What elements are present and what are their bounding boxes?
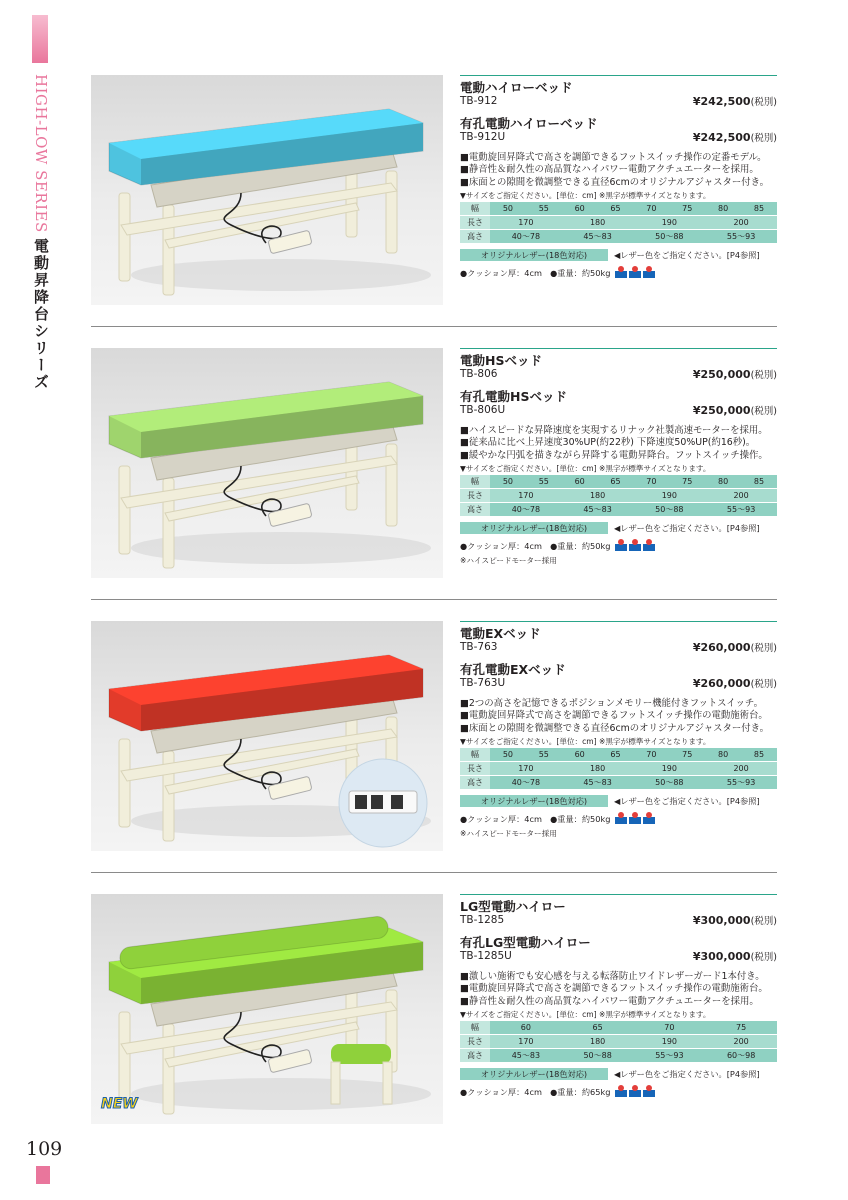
length-cell: 190	[634, 1035, 706, 1048]
width-cell: 70	[633, 202, 669, 215]
width-cell: 55	[526, 748, 562, 761]
width-cell: 85	[741, 475, 777, 488]
feature-text: ■静音性＆耐久性の高品質なハイパワー電動アクチュエーターを採用。	[460, 164, 759, 176]
row-label-width: 幅	[460, 475, 490, 488]
option-icons	[615, 814, 657, 824]
length-cell: 180	[562, 489, 634, 502]
cushion-weight: ●クッション厚：4cm ●重量：約50kg	[460, 267, 611, 278]
title-rule	[460, 621, 777, 622]
width-cell: 85	[741, 748, 777, 761]
series-color-tab	[32, 15, 48, 63]
height-cell: 55～93	[705, 776, 777, 789]
option-icons	[615, 1087, 657, 1097]
height-cell: 50～88	[633, 776, 705, 789]
height-cell: 40～78	[490, 230, 562, 243]
length-cell: 170	[490, 762, 562, 775]
product-code-perforated: TB-763U	[460, 677, 506, 689]
product-section	[91, 894, 781, 1154]
product-name: 電動HSベッド	[460, 353, 542, 368]
row-label-height: 高さ	[460, 776, 490, 789]
option-icon	[629, 814, 641, 824]
width-cell: 75	[669, 202, 705, 215]
height-cell: 50～88	[633, 503, 705, 516]
page-color-tab	[36, 1166, 50, 1184]
product-name-perforated: 有孔LG型電動ハイロー	[460, 935, 591, 950]
feature-text: ■電動旋回昇降式で高さを調節できるフットスイッチ操作の電動施術台。	[460, 710, 768, 722]
size-table	[460, 201, 777, 244]
product-name-perforated: 有孔電動HSベッド	[460, 389, 567, 404]
width-cell: 80	[705, 748, 741, 761]
width-cell: 70	[634, 1021, 706, 1034]
row-label-length: 長さ	[460, 1035, 490, 1048]
product-price: ¥260,000(税別)	[692, 641, 777, 654]
leather-note: ◀レザー色をご指定ください。[P4参照]	[614, 1068, 760, 1079]
height-cell: 55～93	[705, 503, 777, 516]
product-name: LG型電動ハイロー	[460, 899, 566, 914]
product-photo	[91, 894, 443, 1124]
width-cell: 65	[598, 202, 634, 215]
product-price: ¥250,000(税別)	[692, 368, 777, 381]
leather-note: ◀レザー色をご指定ください。[P4参照]	[614, 522, 760, 533]
product-price-perforated: ¥300,000(税別)	[692, 950, 777, 963]
product-name-perforated: 有孔電動ハイローベッド	[460, 116, 598, 131]
length-cell: 170	[490, 489, 562, 502]
option-icon	[615, 1087, 627, 1097]
length-cell: 170	[490, 1035, 562, 1048]
option-icons	[615, 541, 657, 551]
product-price: ¥300,000(税別)	[692, 914, 777, 927]
product-code-perforated: TB-912U	[460, 131, 506, 143]
length-cell: 190	[633, 216, 705, 229]
option-icons	[615, 268, 657, 278]
height-cell: 55～93	[634, 1049, 706, 1062]
product-name: 電動ハイローベッド	[460, 80, 573, 95]
width-cell: 75	[669, 475, 705, 488]
product-price: ¥242,500(税別)	[692, 95, 777, 108]
size-note: ▼サイズをご指定ください。[単位：cm] ※黒字が標準サイズとなります。	[460, 737, 711, 747]
footnote: ※ハイスピードモーター採用	[460, 829, 557, 839]
width-cell: 85	[741, 202, 777, 215]
height-cell: 60～98	[705, 1049, 777, 1062]
product-price-perforated: ¥260,000(税別)	[692, 677, 777, 690]
option-icon	[643, 268, 655, 278]
product-info	[460, 621, 777, 839]
product-name: 電動EXベッド	[460, 626, 541, 641]
feature-text: ■電動旋回昇降式で高さを調節できるフットスイッチ操作の定番モデル。	[460, 152, 767, 163]
width-cell: 50	[490, 748, 526, 761]
option-icon	[615, 541, 627, 551]
product-code: TB-806	[460, 368, 498, 380]
option-icon	[615, 814, 627, 824]
leather-note: ◀レザー色をご指定ください。[P4参照]	[614, 249, 760, 260]
feature-text: ■床面との隙間を微調整できる直径6cmのオリジナルアジャスター付き。	[460, 176, 769, 188]
product-photo	[91, 621, 443, 851]
product-price-perforated: ¥250,000(税別)	[692, 404, 777, 417]
height-cell: 50～88	[633, 230, 705, 243]
product-code-perforated: TB-806U	[460, 404, 506, 416]
width-cell: 65	[598, 475, 634, 488]
new-badge: NEW	[101, 1096, 138, 1112]
option-icon	[643, 814, 655, 824]
feature-text: ■激しい施術でも安心感を与える転落防止ワイドレザーガード1本付き。	[460, 971, 765, 982]
length-cell: 180	[562, 762, 634, 775]
title-rule	[460, 75, 777, 76]
cushion-weight: ●クッション厚：4cm ●重量：約50kg	[460, 540, 611, 551]
option-icon	[629, 268, 641, 278]
product-code: TB-763	[460, 641, 498, 653]
feature-text: ■床面との隙間を微調整できる直径6cmのオリジナルアジャスター付き。	[460, 722, 769, 734]
product-info	[460, 894, 777, 1099]
product-code: TB-1285	[460, 914, 505, 926]
row-label-length: 長さ	[460, 489, 490, 502]
product-photo-art	[91, 75, 443, 305]
width-cell: 50	[490, 202, 526, 215]
series-title-english: HIGH-LOW SERIES	[32, 74, 50, 233]
product-info	[460, 75, 777, 280]
width-cell: 70	[633, 475, 669, 488]
width-cell: 75	[669, 748, 705, 761]
height-cell: 45～83	[562, 230, 634, 243]
product-section	[91, 348, 781, 608]
length-cell: 170	[490, 216, 562, 229]
leather-badge: オリジナルレザー(18色対応)	[460, 522, 608, 534]
product-photo-art	[91, 894, 443, 1124]
leather-badge: オリジナルレザー(18色対応)	[460, 249, 608, 261]
width-cell: 55	[526, 202, 562, 215]
title-rule	[460, 348, 777, 349]
width-cell: 55	[526, 475, 562, 488]
size-table	[460, 747, 777, 790]
cushion-weight: ●クッション厚：4cm ●重量：約50kg	[460, 813, 611, 824]
row-label-height: 高さ	[460, 1049, 490, 1062]
height-cell: 50～88	[562, 1049, 634, 1062]
row-label-height: 高さ	[460, 503, 490, 516]
height-cell: 40～78	[490, 776, 562, 789]
option-icon	[615, 268, 627, 278]
page-number: 109	[26, 1138, 63, 1160]
product-photo-art	[91, 621, 443, 851]
length-cell: 200	[705, 1035, 777, 1048]
width-cell: 75	[705, 1021, 777, 1034]
size-table	[460, 474, 777, 517]
leather-note: ◀レザー色をご指定ください。[P4参照]	[614, 795, 760, 806]
length-cell: 190	[633, 762, 705, 775]
length-cell: 200	[705, 216, 777, 229]
width-cell: 80	[705, 202, 741, 215]
product-photo	[91, 348, 443, 578]
product-code-perforated: TB-1285U	[460, 950, 512, 962]
product-price-perforated: ¥242,500(税別)	[692, 131, 777, 144]
size-note: ▼サイズをご指定ください。[単位：cm] ※黒字が標準サイズとなります。	[460, 191, 711, 201]
length-cell: 190	[633, 489, 705, 502]
product-name-perforated: 有孔電動EXベッド	[460, 662, 566, 677]
feature-text: ■2つの高さを記憶できるポジションメモリー機能付きフットスイッチ。	[460, 698, 763, 709]
length-cell: 200	[705, 489, 777, 502]
width-cell: 60	[562, 475, 598, 488]
option-icon	[629, 1087, 641, 1097]
length-cell: 180	[562, 216, 634, 229]
footnote: ※ハイスピードモーター採用	[460, 556, 557, 566]
option-icon	[643, 1087, 655, 1097]
title-rule	[460, 894, 777, 895]
option-icon	[629, 541, 641, 551]
row-label-height: 高さ	[460, 230, 490, 243]
feature-text: ■従来品に比べ上昇速度30%UP(約22秒) 下降速度50%UP(約16秒)。	[460, 437, 756, 449]
cushion-weight: ●クッション厚：4cm ●重量：約65kg	[460, 1086, 611, 1097]
size-note: ▼サイズをご指定ください。[単位：cm] ※黒字が標準サイズとなります。	[460, 1010, 711, 1020]
width-cell: 60	[562, 748, 598, 761]
feature-text: ■緩やかな円弧を描きながら昇降する電動昇降台。フットスイッチ操作。	[460, 449, 768, 461]
leather-badge: オリジナルレザー(18色対応)	[460, 795, 608, 807]
size-note: ▼サイズをご指定ください。[単位：cm] ※黒字が標準サイズとなります。	[460, 464, 711, 474]
feature-text: ■ハイスピードな昇降速度を実現するリナック社製高速モーターを採用。	[460, 425, 768, 436]
length-cell: 200	[705, 762, 777, 775]
row-label-length: 長さ	[460, 762, 490, 775]
product-section	[91, 75, 781, 335]
height-cell: 55～93	[705, 230, 777, 243]
length-cell: 180	[562, 1035, 634, 1048]
feature-text: ■電動旋回昇降式で高さを調節できるフットスイッチ操作の電動施術台。	[460, 983, 768, 995]
option-icon	[643, 541, 655, 551]
product-photo	[91, 75, 443, 305]
row-label-width: 幅	[460, 748, 490, 761]
width-cell: 50	[490, 475, 526, 488]
width-cell: 80	[705, 475, 741, 488]
feature-text: ■静音性＆耐久性の高品質なハイパワー電動アクチュエーターを採用。	[460, 995, 759, 1007]
row-label-length: 長さ	[460, 216, 490, 229]
series-title-japanese: 電動昇降台シリーズ	[32, 238, 50, 391]
product-code: TB-912	[460, 95, 498, 107]
width-cell: 60	[490, 1021, 562, 1034]
row-label-width: 幅	[460, 202, 490, 215]
size-table	[460, 1020, 777, 1063]
width-cell: 60	[562, 202, 598, 215]
height-cell: 45～83	[490, 1049, 562, 1062]
product-photo-art	[91, 348, 443, 578]
leather-badge: オリジナルレザー(18色対応)	[460, 1068, 608, 1080]
height-cell: 45～83	[562, 503, 634, 516]
height-cell: 45～83	[562, 776, 634, 789]
product-section	[91, 621, 781, 881]
row-label-width: 幅	[460, 1021, 490, 1034]
width-cell: 65	[598, 748, 634, 761]
width-cell: 70	[633, 748, 669, 761]
width-cell: 65	[562, 1021, 634, 1034]
height-cell: 40～78	[490, 503, 562, 516]
product-info	[460, 348, 777, 566]
